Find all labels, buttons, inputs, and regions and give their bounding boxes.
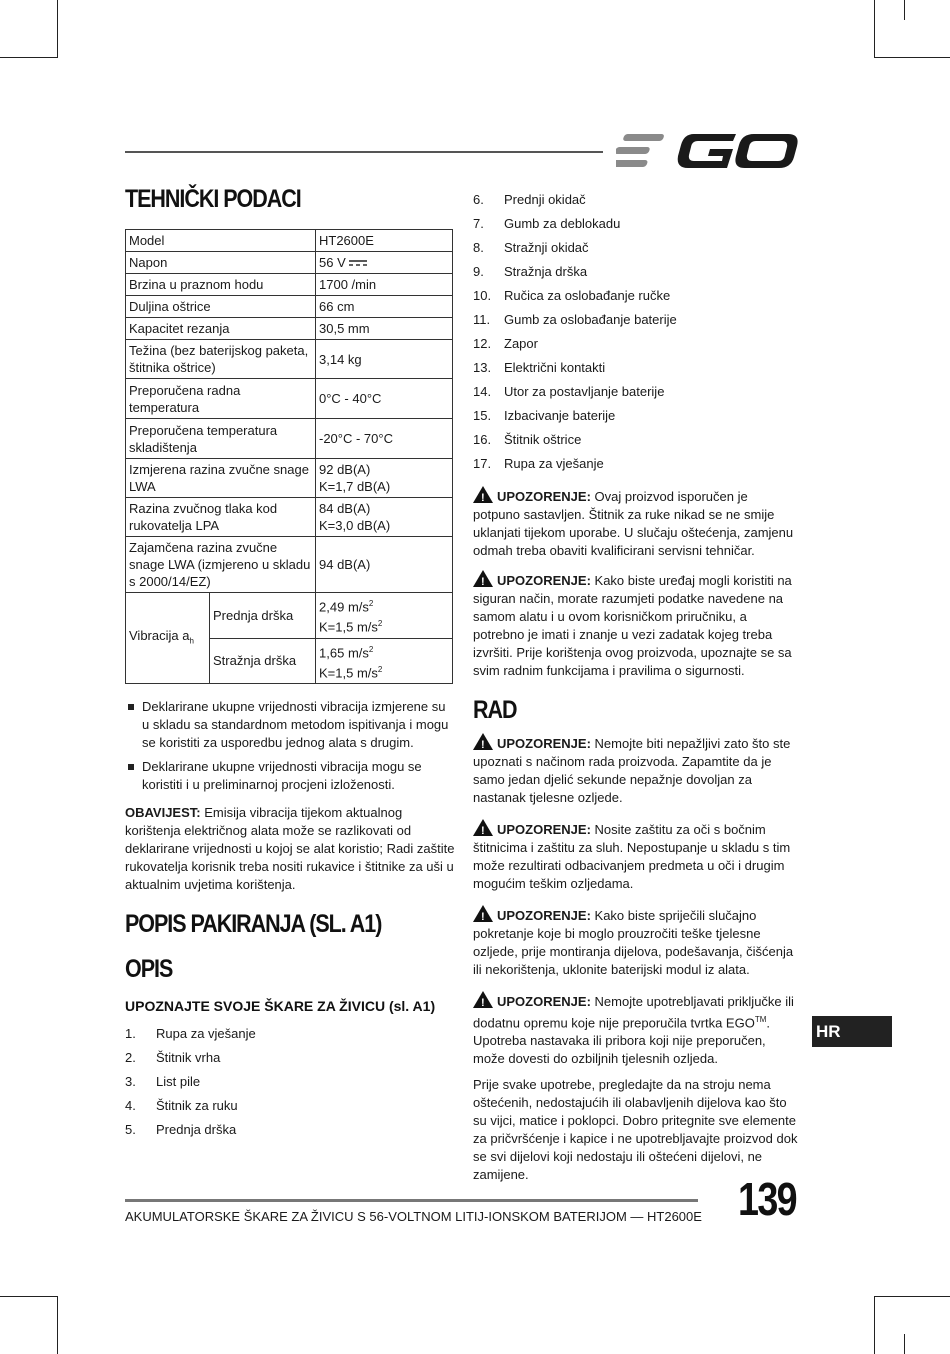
- list-item: 9. Stražnja drška: [473, 264, 588, 279]
- table-row: Preporučena temperatura skladištenja -20°C - 70°C: [126, 419, 453, 459]
- parts-list-left: [125, 1022, 455, 1142]
- inspection-paragraph: Prije svake upotrebe, pregledajte da na stroju nema oštećenih, nedostajućih ili olabavljenih dijelova kao što su vijci, matice i poklopci. Dobro pritegnite sve elemente za pričvršćenje i kapice i ne upotrebljavajte proizvod dok se svi dijelovi koji nedostaju ili oštećeni dijelovi, ne zamijene.: [473, 1077, 798, 1183]
- list-item: 6. Prednji okidač: [473, 192, 586, 207]
- table-row: Težina (bez baterijskog paketa, štitnika oštrice) 3,14 kg: [126, 340, 453, 379]
- table-row: Razina zvučnog tlaka kod rukovatelja LPA 84 dB(A) K=3,0 dB(A): [126, 498, 453, 537]
- crop-mark: [57, 1296, 58, 1354]
- warning-paragraph: !UPOZORENJE: Kako biste spriječili slučajno pokretanje koje bi moglo prouzročiti teške tjelesne ozljede, prije montiranja dijelova, podešavanja, čišćenja ili nekorištenja, uklonite baterijski modul iz alata.: [473, 905, 798, 979]
- warning-icon: [473, 819, 493, 836]
- list-item: 15. Izbacivanje baterije: [473, 408, 616, 423]
- operation-heading: RAD: [473, 696, 517, 724]
- warning-icon: [473, 733, 493, 750]
- crop-mark: [874, 0, 875, 58]
- list-item: 1. Rupa za vješanje: [125, 1026, 256, 1042]
- warning-paragraph: !UPOZORENJE: Nemojte biti nepažljivi zato što ste upoznati s načinom rada proizvoda. Zapamtite da je samo jedan djelić sekunde nepažnje dovoljan za nastanak tjelesne ozljede.: [473, 733, 798, 807]
- footer-rule: [125, 1199, 698, 1202]
- vibration-notes: [125, 698, 455, 794]
- warning-paragraph: !UPOZORENJE: Nosite zaštitu za oči s bočnim štitnicima i zaštitu za sluh. Nepostupanje u skladu s tim može rezultirati odbacivanjem predmeta u oči i drugim mogućim teškim ozljedama.: [473, 819, 798, 893]
- list-item: Deklarirane ukupne vrijednosti vibracija izmjerene su u skladu sa standardnom metodom ispitivanja i mogu se koristiti za usporedbu jednog alata s drugim.: [125, 698, 455, 752]
- warning-icon: [473, 905, 493, 922]
- list-item: 2. Štitnik vrha: [125, 1050, 221, 1066]
- list-item: 4. Štitnik za ruku: [125, 1098, 238, 1114]
- list-item: 3. List pile: [125, 1074, 201, 1090]
- list-item: 13. Električni kontakti: [473, 360, 606, 375]
- crop-mark: [0, 57, 58, 58]
- footer-title: AKUMULATORSKE ŠKARE ZA ŽIVICU S 56-VOLTNOM LITIJ-IONSKOM BATERIJOM — HT2600E: [125, 1209, 702, 1224]
- list-item: 17. Rupa za vješanje: [473, 456, 604, 471]
- warning-icon: [473, 486, 493, 503]
- dc-symbol-icon: [349, 259, 367, 267]
- table-row: Model HT2600E: [126, 230, 453, 252]
- crop-mark: [57, 0, 58, 58]
- packing-list-heading: POPIS PAKIRANJA (SL. A1): [125, 910, 382, 939]
- page-number: 139: [738, 1173, 797, 1225]
- list-item: 10. Ručica za oslobađanje ručke: [473, 288, 671, 303]
- know-your-product-heading: UPOZNAJTE SVOJE ŠKARE ZA ŽIVICU (sl. A1): [125, 998, 436, 1015]
- specifications-table: [125, 229, 453, 684]
- table-row: Brzina u praznom hodu 1700 /min: [126, 274, 453, 296]
- header-rule: [125, 151, 603, 153]
- warning-icon: [473, 991, 493, 1008]
- language-tab: HR: [812, 1016, 892, 1047]
- list-item: 5. Prednja drška: [125, 1122, 237, 1138]
- crop-mark: [874, 1296, 875, 1354]
- list-item: 14. Utor za postavljanje baterije: [473, 384, 665, 399]
- table-row: Duljina oštrice 66 cm: [126, 296, 453, 318]
- table-row: Preporučena radna temperatura 0°C - 40°C: [126, 379, 453, 419]
- list-item: Deklarirane ukupne vrijednosti vibracija mogu se koristiti i u preliminarnoj procjeni izloženosti.: [125, 758, 455, 794]
- list-item: 7. Gumb za deblokadu: [473, 216, 621, 231]
- left-column: [125, 185, 455, 1142]
- warning-paragraph: !UPOZORENJE: Kako biste uređaj mogli koristiti na siguran način, morate razumjeti podatke navedene na samom alatu i u ovom korisničkom priručniku, a potrebno je imati i znanje u vezi zadatak kojeg treba izvršiti. Prije korištenja ovog proizvoda, upoznajte se sa svim radnim funkcijama i pravilima o sigurnosti.: [473, 570, 798, 680]
- table-row: Stražnja drška 1,65 $m/s^2$ K=1,5 $m/s^2$: [126, 638, 453, 684]
- list-item: 12. Zapor: [473, 336, 538, 351]
- parts-list-right: [473, 188, 798, 476]
- table-row: Napon 56 V: [126, 252, 453, 274]
- notice-paragraph: OBAVIJEST: Emisija vibracija tijekom aktualnog korištenja električnog alata može se razlikovati od deklarirane vrijednosti u kojoj se alat koristio; Radi zaštite rukovatelja korisnik treba nositi rukavice i štitnike za uši u aktualnim uvjetima korištenja.: [125, 805, 455, 893]
- warning-icon: [473, 570, 493, 587]
- crop-mark: [0, 1296, 58, 1297]
- table-row: Izmjerena razina zvučne snage LWA 92 dB(A) K=1,7 dB(A): [126, 459, 453, 498]
- table-row: Vibracija $a_h$ Prednja drška 2,49 $m/s^2$ K=1,5 $m/s^2$: [126, 593, 453, 639]
- vibration-label: Vibracija $a_h$: [126, 593, 210, 684]
- tech-data-heading: TEHNIČKI PODACI: [125, 185, 301, 213]
- right-column: [473, 188, 798, 1184]
- crop-mark: [904, 0, 905, 20]
- ego-logo: [616, 130, 800, 172]
- list-item: 11. Gumb za oslobađanje baterije: [473, 312, 677, 327]
- description-heading: OPIS: [125, 955, 173, 984]
- table-row: Kapacitet rezanja 30,5 mm: [126, 318, 453, 340]
- crop-mark: [874, 1296, 950, 1297]
- warning-paragraph: !UPOZORENJE: Ovaj proizvod isporučen je potpuno sastavljen. Štitnik za ruke nikad se ne smije uklanjati tijekom uporabe. U slučaju oštećenja, zamjenu odmah treba obaviti kvalificirani servisni tehničar.: [473, 486, 798, 560]
- warning-paragraph: !UPOZORENJE: Nemojte upotrebljavati priključke ili dodatnu opremu koje nije preporučila tvrtka EGO™. Upotreba nastavaka ili pribora koji nije preporučen, može dovesti do ozbiljnih tjelesnih ozljeda.: [473, 991, 798, 1068]
- crop-mark: [904, 1334, 905, 1354]
- list-item: 16. Štitnik oštrice: [473, 432, 582, 447]
- crop-mark: [874, 57, 950, 58]
- list-item: 8. Stražnji okidač: [473, 240, 589, 255]
- table-row: Zajamčena razina zvučne snage LWA (izmjereno u skladu s 2000/14/EZ) 94 dB(A): [126, 537, 453, 593]
